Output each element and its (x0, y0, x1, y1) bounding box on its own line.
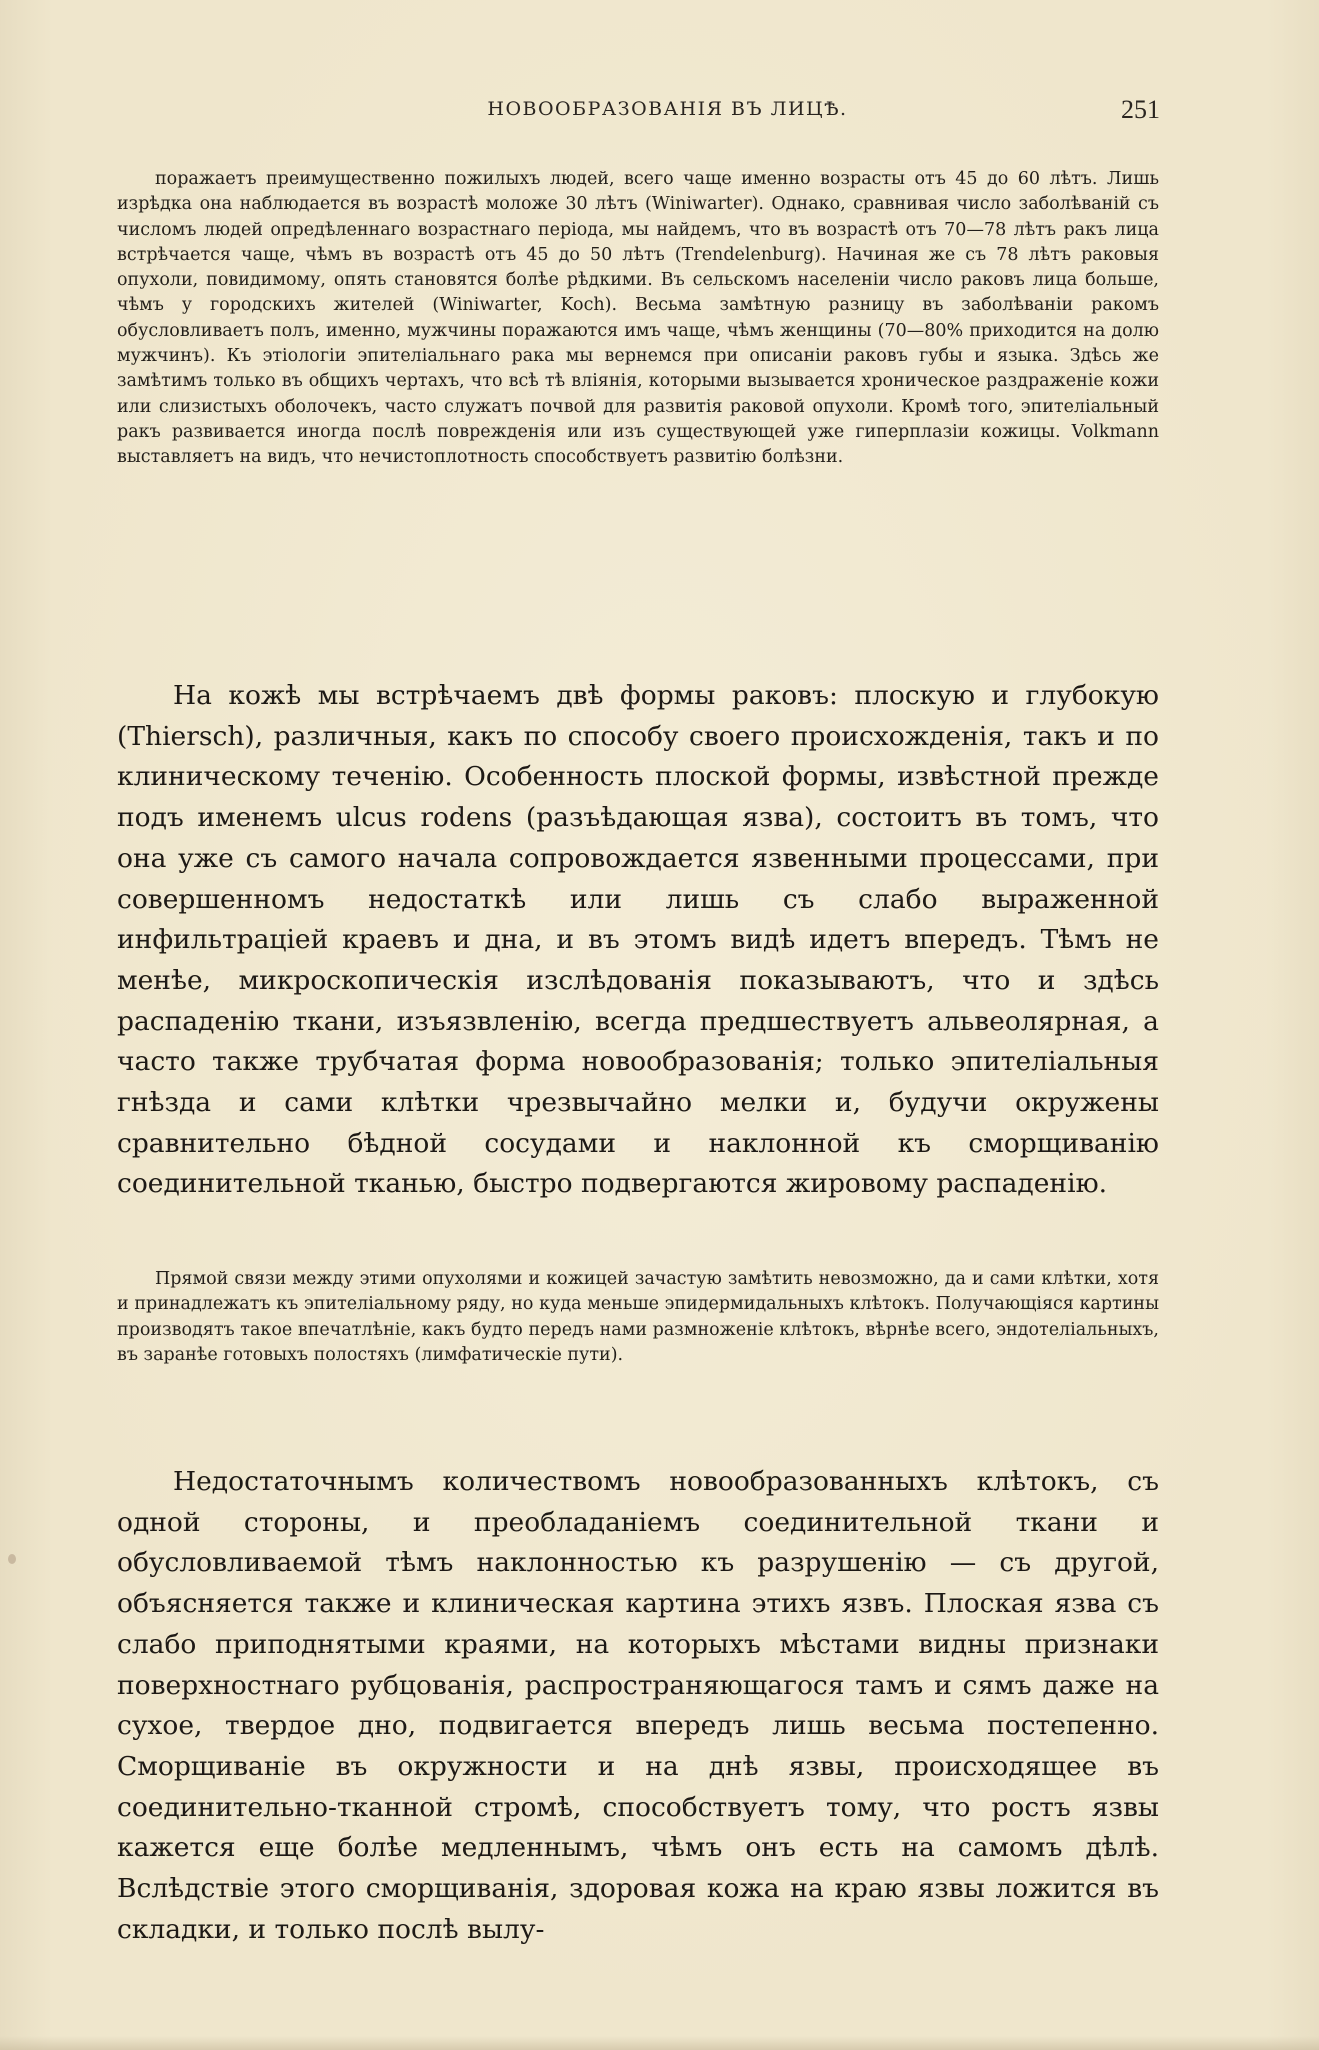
paragraph-text: Прямой связи между этими опухолями и кожицей зачастую замѣтить невозможно, да и сами клѣтки, хотя и принадлежатъ къ эпителіальному ряду, но куда меньше эпидермидальныхъ клѣтокъ. Получающіяся картины производятъ такое впечатлѣніе, какъ будто передъ нами размноженіе клѣтокъ, вѣрнѣе всего, эндотеліальныхъ, въ заранѣе готовыхъ полостяхъ (лимфатическіе пути). (117, 1269, 1159, 1365)
page-bottom-edge (0, 2036, 1319, 2050)
running-title: НОВООБРАЗОВАНІЯ ВЪ ЛИЦѢ. (487, 98, 848, 120)
paragraph-text: Недостаточнымъ количествомъ новообразованныхъ клѣтокъ, съ одной стороны, и преобладаніемъ соединительной ткани и обусловливаемой тѣмъ наклонностью къ разрушенію — съ другой, объясняется также и клиническая картина этихъ язвъ. Плоская язва съ слабо приподнятыми краями, на которыхъ мѣстами видны признаки поверхностнаго рубцованія, распространяющагося тамъ и сямъ даже на сухое, твердое дно, подвигается впередъ лишь весьма постепенно. Сморщиваніе въ окружности и на днѣ язвы, происходящее въ соединительно-тканной стромѣ, способствуетъ тому, что ростъ язвы кажется еще болѣе медленнымъ, чѣмъ онъ есть на самомъ дѣлѣ. Вслѣдствіе этого сморщиванія, здоровая кожа на краю язвы ложится въ складки, и только послѣ вылу- (117, 1466, 1159, 1945)
paragraph-small-1 (117, 167, 1159, 471)
paragraph-text: На кожѣ мы встрѣчаемъ двѣ формы раковъ: плоскую и глубокую (Thiersch), различныя, какъ по способу своего происхожденія, такъ и по клиническому теченію. Особенность плоской формы, извѣстной прежде подъ именемъ ulcus rodens (разъѣдающая язва), состоитъ въ томъ, что она уже съ самого начала сопровождается язвенными процессами, при совершенномъ недостаткѣ или лишь съ слабо выраженной инфильтраціей краевъ и дна, и въ этомъ видѣ идетъ впередъ. Тѣмъ не менѣе, микроскопическія изслѣдованія показываютъ, что и здѣсь распаденію ткани, изъязвленію, всегда предшествуетъ альвеолярная, а часто также трубчатая форма новообразованія; только эпителіальныя гнѣзда и сами клѣтки чрезвычайно мелки и, будучи окружены сравнительно бѣдной сосудами и наклонной къ сморщиванію соединительной тканью, быстро подвергаются жировому распаденію. (117, 680, 1159, 1200)
paragraph-small-2 (117, 1267, 1159, 1368)
paragraph-large-2 (117, 1462, 1159, 1950)
running-head (175, 95, 1160, 132)
paragraph-text: поражаетъ преимущественно пожилыхъ людей, всего чаще именно возрасты отъ 45 до 60 лѣтъ. Лишь изрѣдка она наблюдается въ возрастѣ моложе 30 лѣтъ (Winiwarter). Однако, сравнивая число заболѣваній съ числомъ людей опредѣленнаго возрастнаго періода, мы найдемъ, что въ возрастѣ отъ 70—78 лѣтъ ракъ лица встрѣчается чаще, чѣмъ въ возрастѣ отъ 45 до 50 лѣтъ (Trendelenburg). Начиная же съ 78 лѣтъ раковыя опухоли, повидимому, опять становятся болѣе рѣдкими. Въ сельскомъ населеніи число раковъ лица больше, чѣмъ у городскихъ жителей (Winiwarter, Koch). Весьма замѣтную разницу въ заболѣваніи ракомъ обусловливаетъ полъ, именно, мужчины поражаются имъ чаще, чѣмъ женщины (70—80% приходится на долю мужчинъ). Къ этіологіи эпителіальнаго рака мы вернемся при описаніи раковъ губы и языка. Здѣсь же замѣтимъ только въ общихъ чертахъ, что всѣ тѣ вліянія, которыми вызывается хроническое раздраженіе кожи или слизистыхъ оболочекъ, часто служатъ почвой для развитія раковой опухоли. Кромѣ того, эпителіальный ракъ развивается иногда послѣ поврежденія или изъ существующей уже гиперплазіи кожицы. Volkmann выставляетъ на видъ, что нечистоплотность способствуетъ развитію болѣзни. (117, 169, 1159, 468)
paragraph-large-1 (117, 676, 1159, 1205)
margin-spot (8, 1554, 16, 1564)
page-number: 251 (1121, 95, 1160, 124)
